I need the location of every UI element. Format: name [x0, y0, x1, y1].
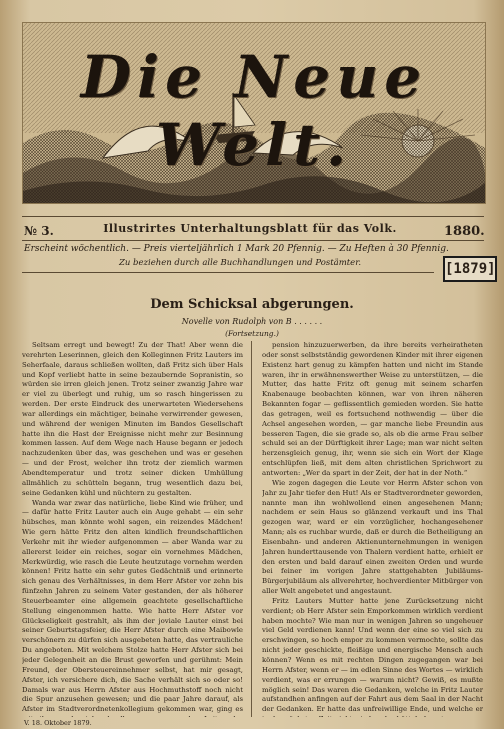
article-continuation: (Fortsetzung.)	[225, 329, 279, 338]
column-divider	[251, 341, 252, 717]
publication-info: Erscheint wöchentlich. — Preis vierteljährlich 1 Mark 20 Pfennig. — Zu Heften à 30 Pfennig.	[24, 244, 449, 254]
archive-year-stamp: [1879]	[443, 256, 497, 282]
article-column-left	[22, 341, 243, 717]
paragraph: Seltsam erregt und bewegt! Zu der That! Aber wenn die verehrten Leserinnen, gleich den Kolleginnen Fritz Lauters im Seherfaale, daraus schließen wollten, daß Fritz sich über Hals und Kopf verliebt hatte in seine bezaubernde Sopranistin, so würden sie irren gleich jenen. Trotz seiner zwanzig Jahre war er viel zu überlegt und ruhig, um so rasch hingerissen zu werden. Der erste Eindruck des unerwarteten Wiedersehens war allerdings ein mächtiger, beinahe verwirrender gewesen, und während der wenigen Minuten im Bandos Gesellschaft hatte ihn die Hast der Ereignisse nicht mehr zur Besinnung kommen lassen. Auf dem Wege nach Hause begann er jedoch nachzudenken über das, was geschehen und was er gesehen — und der Frost, welcher ihn trotz der ziemlich warmen Abendtemperatur und trotz seiner dicken Umhüllung allmählich zu schütteln begann, trug wesentlich dazu bei, seine Gedanken kühl und nüchtern zu gestalten.	[22, 341, 243, 497]
header-rule-bottom	[22, 272, 434, 273]
distribution-info: Zu beziehen durch alle Buchhandlungen und Postämter.	[118, 258, 362, 268]
paragraph: Fritz Lauters Mutter hatte jene Zurücksetzung nicht verdient; ob Herr Afster sein Emporkommen wirklich verdient haben mochte? Wie man nur in wenigen Jahren so ungeheuer viel Geld verdienen kann! Und wenn der eine so viel sich zu erschwingen, so hoch empor zu kommen vermochte, sollte das nicht jeder geschickte, fleißige und energische Mensch auch können? Wenn es mit rechten Dingen zugegangen war bei Herrn Afster, wenn er — im edlen Sinne des Wortes — wirklich verdient, was er errungen — warum nicht? Gewiß, es mußte möglich sein! Das waren die Gedanken, welche in Fritz Lauter aufstandhen anfingen auf der Fahrt aus dem Saal in der Nacht der Gedanken. Er hatte das unfreiwillige Ende, und welche er	[262, 596, 483, 714]
paragraph: pension hinzuzuerwerben, da ihre bereits verheiratheten oder sonst selbstständig gewordenen Kinder mit ihrer eigenen Existenz hart genug zu kämpfen hatten und nicht im Stande waren, ihr in erwähnenswerther Weise zu unterstützen, — die Mutter, das hatte Fritz oft genug mit seinem scharfen Knabenauge beobachten können, war von ihren näheren Bekannten fogar — geflissentlich gemieden worden. Sie hatte das getragen, weil es fortsuchend nothwendig — über die Achsel angesehen worden, — gar manche liebe Freundin aus besseren Tagen, die sie grade so, als ob die arme Frau selber schuld sei an der Dürftigkeit ihrer Lage; man war nicht selten herzensgleich genug, ihr, wenn sie sich ein Wort der Klage entschlüpfen ließ, mit dem alten christlichen Sprichwort zu antworten: „Wer da spart in der Zeit, der hat in der Noth.“	[262, 341, 483, 477]
paragraph: Wie zogen dagegen die Leute vor Herrn Afster schon von Jahr zu Jahr tiefer den Hut! Als er Stadtverordneter geworden, nannte man ihn wohlwollend einen angesehenen Mann; nachdem er sein Haus so glänzend verkauft und ins Thal gezogen war, ward er ein vorzüglicher, hochangesehener Mann; als es ruchbar wurde, daß er durch die Betheiligung an Eisenbahn- und anderen Aktienunternehmungen in wenigen Jahren hunderttausende von Thalern verdient hatte, erhielt er den ersten und bald darauf einen zweiten Orden und wurde bei feiner im vorigen Jahre stattgehabten Jubiläums-Bürgerjubiläum als allverehrter, hochverdienter Mitbürger von aller Welt angebetet und angestaunt.	[262, 478, 483, 596]
masthead-illustration	[22, 22, 486, 204]
paper-subtitle: Illustrirtes Unterhaltungsblatt für das Volk.	[103, 222, 397, 235]
issue-year: 1880.	[444, 224, 485, 239]
masthead-title: Die Neue Welt.	[80, 43, 428, 179]
header-rule-top	[22, 216, 484, 217]
header-rule-middle	[22, 240, 484, 241]
article-title: Dem Schicksal abgerungen.	[150, 297, 354, 312]
paragraph: Wanda war zwar das natürliche, liebe Kind wie früher, und — dafür hatte Fritz Lauter auch ein Auge gehabt — ein sehr hübsches, man könnte wohl sagen, ein reizendes Mädchen! Wie gern hätte Fritz den alten kindlich freundschaftlichen Verkehr mit ihr wieder aufgenommen — aber Wanda war zu allererst leider ein reiches, sogar ein vornehmes Mädchen, Merkwürdig, wie rasch die Leute heutzutage vornehm werden können! Fritz hatte ein sehr gutes Gedächtniß und erinnerte sich genau des Verhältnisses, in dem Herr Afster vor zehn bis fünfzehn Jahren zu seinem Vater gestanden, der als höherer Steuerbeamter eine allgemein geachtete gesellschaftliche Stellung eingenommen hatte. Wie hatte Herr Afster vor Glückseligkeit gestrahlt, als ihm der joviale Lauter einst bei seiner Geburtstagsfeier, die Herr Afster durch eine Maibowle verschönern zu dürfen sich ausgebeten hatte, das vertrauliche Du angeboten. Mit welchem Stolze hatte Herr Afster sich bei jeder Gelegenheit an die Brust geworfen und gerühmt: Mein Freund, der Obersteuereinnehmer selbst, hat mir gesagt, Afster, ich versichere dich, die Sache verhält sich so oder so! Damals war aus Herrn Afster aus Hochmuthstoff noch nicht die Spur anzusehen gewesen; und die paar Jahre darauf, als Afster im Stadtverordnetenkollegium gekommen war, ging es	[22, 498, 243, 714]
article-byline: Novelle von Rudolph von B . . . . . .	[181, 317, 323, 326]
article-column-right	[262, 341, 483, 717]
page-footer: V. 18. Oktober 1879.	[24, 719, 92, 727]
issue-number: № 3.	[24, 224, 54, 238]
